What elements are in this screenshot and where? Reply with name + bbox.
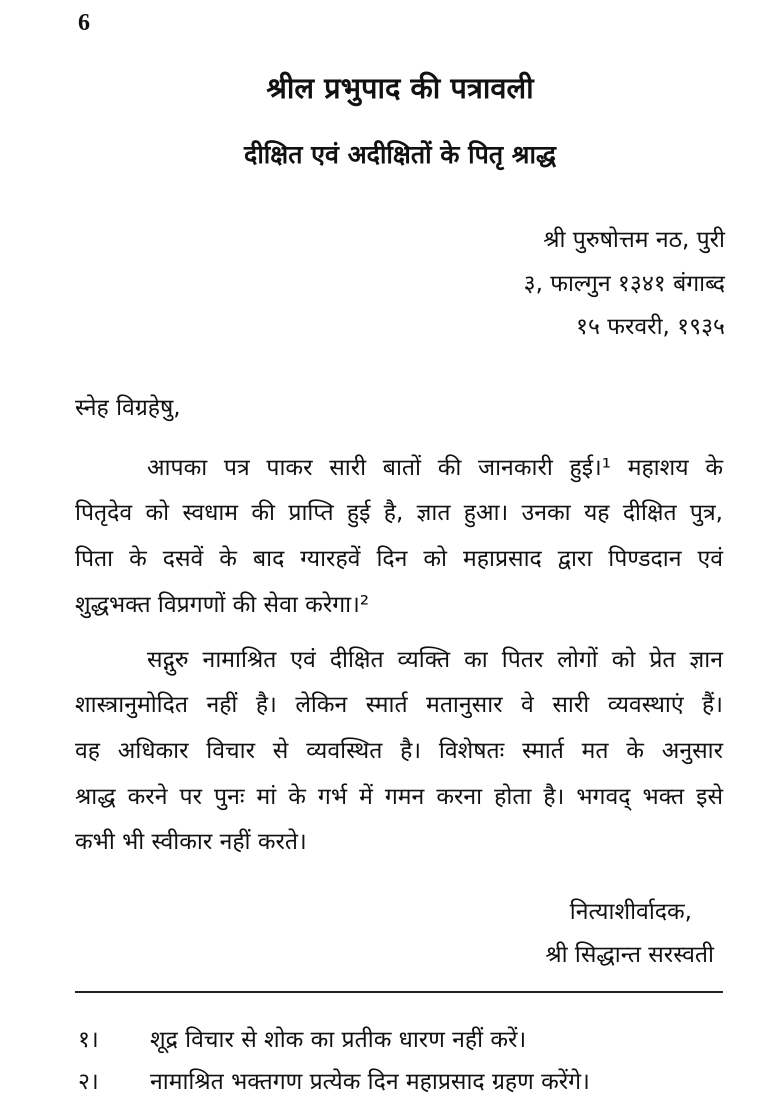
footnote	[78, 1022, 526, 1054]
paragraph-line: श्राद्ध करने पर पुनः मां के गर्भ में गमन करना होता है। भगवद् भक्त इसे	[75, 784, 723, 810]
paragraph-line: सद्गुरु नामाश्रित एवं दीक्षित व्यक्ति का पितर लोगों को प्रेत ज्ञान	[147, 647, 723, 673]
page-subtitle: दीक्षित एवं अदीक्षितों के पितृ श्राद्ध	[244, 140, 556, 169]
footnote-number: २।	[78, 1069, 99, 1095]
paragraph-line: पितृदेव को स्वधाम की प्राप्ति हुई है, ज्ञात हुआ। उनका यह दीक्षित पुत्र,	[75, 500, 723, 526]
address-place: श्री पुरुषोत्तम नठ, पुरी	[543, 227, 725, 253]
paragraph-line: आपका पत्र पाकर सारी बातों की जानकारी हुई।¹ महाशय के	[147, 455, 723, 481]
paragraph-line: कभी भी स्वीकार नहीं करते।	[75, 829, 307, 855]
salutation: स्नेह विग्रहेषु,	[75, 395, 181, 421]
footnote	[78, 1064, 590, 1096]
footnote-divider	[75, 991, 723, 993]
page-number: 6	[78, 10, 90, 36]
paragraph-line: शास्त्रानुमोदित नहीं है। लेकिन स्मार्त मतानुसार वे सारी व्यवस्थाएं हैं।	[75, 692, 723, 718]
paragraph-line: पिता के दसवें के बाद ग्यारहवें दिन को महाप्रसाद द्वारा पिण्डदान एवं	[75, 546, 723, 572]
page-title: श्रील प्रभुपाद की पत्रावली	[266, 71, 534, 105]
paragraph-line: वह अधिकार विचार से व्यवस्थित है। विशेषतः स्मार्त मत के अनुसार	[75, 738, 723, 764]
paragraph-line: शुद्धभक्त विप्रगणों की सेवा करेगा।²	[75, 592, 370, 618]
signature: श्री सिद्धान्त सरस्वती	[545, 942, 714, 968]
closing: नित्याशीर्वादक,	[569, 899, 692, 925]
footnote-text: शूद्र विचार से शोक का प्रतीक धारण नहीं करें।	[150, 1027, 527, 1053]
footnote-text: नामाश्रित भक्तगण प्रत्येक दिन महाप्रसाद ग्रहण करेंगे।	[150, 1069, 590, 1095]
footnote-number: १।	[78, 1027, 99, 1053]
address-bengali-date: ३, फाल्गुन १३४१ बंगाब्द	[523, 271, 725, 297]
address-date: १५ फरवरी, १९३५	[576, 314, 725, 340]
